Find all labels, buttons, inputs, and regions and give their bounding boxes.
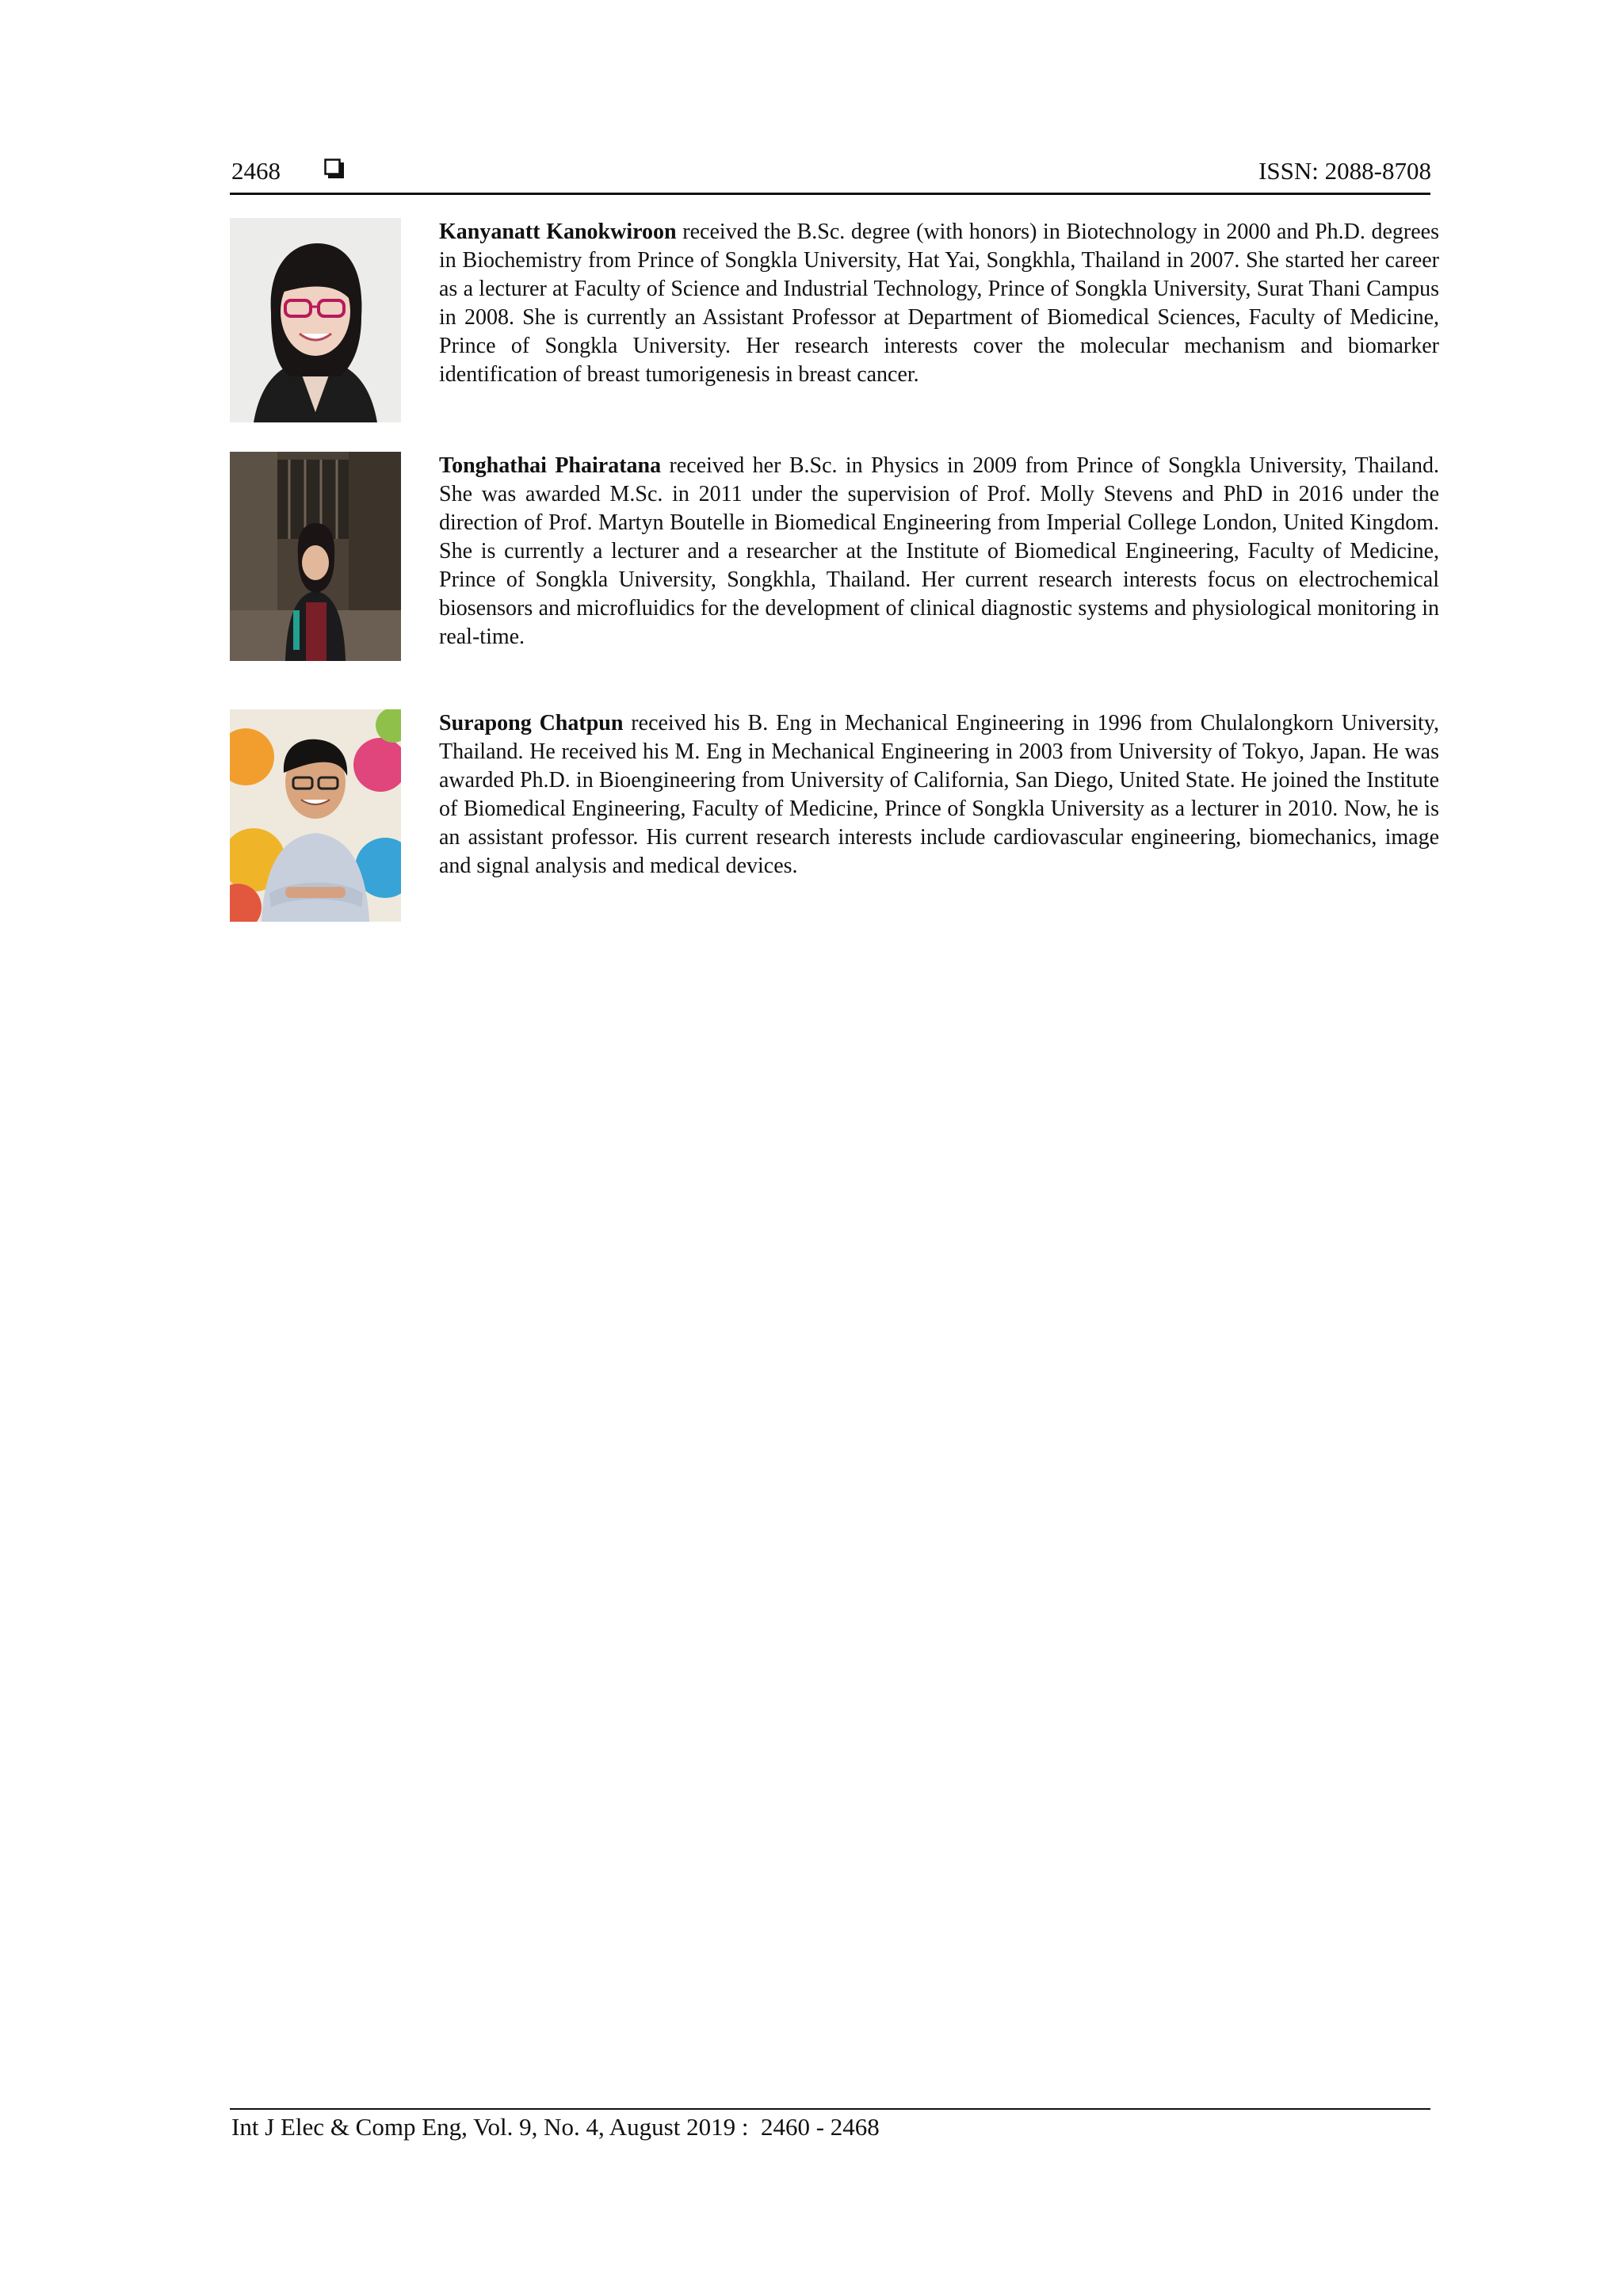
author-bio-body-1: received the B.Sc. degree (with honors) in Biotechnology in 2000 and Ph.D. degrees in Biochemistry from Prince of Songkla University, Hat Yai, Songkhla, Thailand in 2007. She started her career as a lecturer at Faculty of Science and Industrial Technology, Prince of Songkla University, Surat Thani Campus in 2008. She is currently an Assistant Professor at Department of Biomedical Sciences, Faculty of Medicine, Prince of Songkla University. Her research interests cover the molecular mechanism and biomarker identification of breast tumorigenesis in breast cancer. — [439, 220, 1440, 387]
author-bio-2 — [230, 452, 1439, 666]
box-shadow-square-icon — [324, 159, 345, 179]
author-name-3: Surapong Chatpun — [439, 711, 624, 735]
footer-citation: Int J Elec & Comp Eng, Vol. 9, No. 4, August 2019 : 2460 - 2468 — [231, 2113, 880, 2141]
page-number: 2468 — [231, 157, 281, 185]
author-name-1: Kanyanatt Kanokwiroon — [439, 220, 677, 244]
author-photo-2 — [230, 452, 401, 661]
author-bio-text-1 — [439, 218, 1439, 389]
author-bio-text-2 — [439, 452, 1439, 651]
issn-label: ISSN: 2088-8708 — [1258, 157, 1431, 185]
author-photo-3 — [230, 709, 401, 922]
footer-divider — [230, 2108, 1430, 2110]
author-bio-1 — [230, 218, 1439, 424]
author-photo-1 — [230, 218, 401, 422]
author-bio-body-3: received his B. Eng in Mechanical Engineering in 1996 from Chulalongkorn University, Thailand. He received his M. Eng in Mechanical Engineering in 2003 from University of Tokyo, Japan. He was awarded Ph.D. in Bioengineering from University of California, San Diego, United State. He joined the Institute of Biomedical Engineering, Faculty of Medicine, Prince of Songkla University as a lecturer in 2010. Now, he is an assistant professor. His current research interests include cardiovascular engineering, biomechanics, image and signal analysis and medical devices. — [439, 711, 1439, 878]
author-bio-text-3 — [439, 709, 1439, 881]
author-name-2: Tonghathai Phairatana — [439, 453, 662, 478]
author-bio-3 — [230, 709, 1439, 923]
header-divider — [230, 193, 1430, 195]
author-bio-body-2: received her B.Sc. in Physics in 2009 from Prince of Songkla University, Thailand. She was awarded M.Sc. in 2011 under the supervision of Prof. Molly Stevens and PhD in 2016 under the direction of Prof. Martyn Boutelle in Biomedical Engineering from Imperial College London, United Kingdom. She is currently a lecturer and a researcher at the Institute of Biomedical Engineering, Faculty of Medicine, Prince of Songkla University, Songkhla, Thailand. Her current research interests focus on electrochemical biosensors and microfluidics for the development of clinical diagnostic systems and physiological monitoring in real-time. — [439, 453, 1439, 649]
